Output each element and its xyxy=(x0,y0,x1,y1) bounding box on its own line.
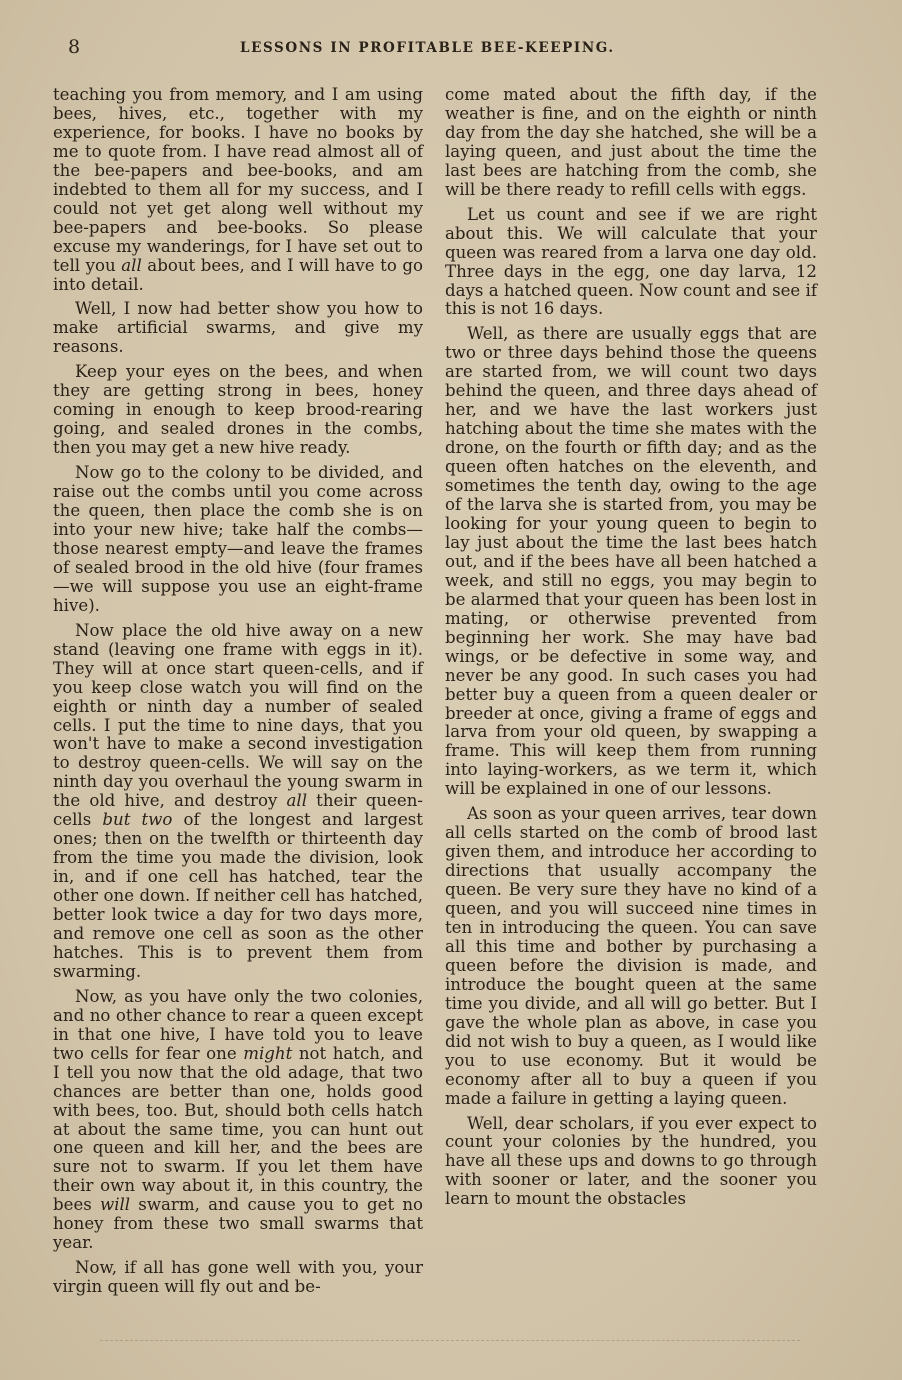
left-paragraph-5-emphasis-all: all xyxy=(286,791,308,811)
left-paragraph-5-c: of the longest and largest ones; then on the twelfth or thirteenth day from the time you made the division, look in, and if one cell has hatched, tear the other one down. If neither cell has hatched, better look twice a day for two days more, and remove one cell as soon as the other hatches. This is to prevent them from swarming. xyxy=(53,810,423,981)
left-column xyxy=(53,86,423,1326)
right-paragraph-1: come mated about the fifth day, if the weather is fine, and on the eighth or ninth day from the day she hatched, she will be a laying queen, and just about the time the last bees are hatching from the comb, she will be there ready to refill cells with eggs. xyxy=(445,85,817,199)
left-paragraph-4: Now go to the colony to be divided, and raise out the combs until you come across the queen, then place the comb she is on into your new hive; take half the combs—those nearest empty—and leave the frames of sealed brood in the old hive (four frames—we will suppose you use an eight-frame hive). xyxy=(53,463,423,615)
right-paragraph-3: Well, as there are usually eggs that are two or three days behind those the queens are started from, we will count two days behind the queen, and three days ahead of her, and we have the last workers just hatching about the time she mates with the drone, on the fourth or fifth day; and as the queen often hatches on the eleventh, and sometimes the tenth day, owing to the age of the larva she is started from, you may be looking for your young queen to begin to lay just about the time the last bees hatch out, and if the bees have all been hatched a week, and still no eggs, you may begin to be alarmed that your queen has been lost in mating, or otherwise prevented from beginning her work. She may have bad wings, or be defective in some way, and never be any good. In such cases you had better buy a queen from a queen dealer or breeder at once, giving a frame of eggs and larva from your old queen, by swapping a frame. This will keep them from running into laying-workers, as we term it, which will be explained in one of our lessons. xyxy=(445,324,817,799)
left-paragraph-2: Well, I now had better show you how to make artificial swarms, and give my reasons. xyxy=(53,299,423,357)
left-paragraph-6-a: Now, as you have only the two colonies, and no other chance to rear a queen except in that one hive, I have told you to leave two cells for fear one xyxy=(53,986,423,1063)
running-title: LESSONS IN PROFITABLE BEE-KEEPING. xyxy=(240,40,615,56)
left-paragraph-6-emphasis-might: might xyxy=(243,1043,293,1063)
page-number: 8 xyxy=(68,36,81,58)
left-paragraph-6 xyxy=(53,988,423,1253)
left-paragraph-6-c: swarm, and cause you to get no honey from these two small swarms that year. xyxy=(53,1195,423,1253)
left-paragraph-1-emphasis-all: all xyxy=(121,255,142,275)
left-paragraph-5-emphasis-but-two: but two xyxy=(102,810,173,830)
bottom-divider xyxy=(100,1340,800,1342)
left-paragraph-6-b: not hatch, and I tell you now that the old adage, that two chances are better than one, holds good with bees, too. But, should both cells hatch at about the same time, you can hunt out one queen and kill her, and the bees are sure not to swarm. If you let them have their own way about it, in this country, the bees xyxy=(53,1043,423,1215)
left-paragraph-5-b: their queen-cells xyxy=(53,791,423,830)
left-paragraph-7: Now, if all has gone well with you, your virgin queen will fly out and be- xyxy=(53,1258,423,1297)
left-paragraph-5-a: Now place the old hive away on a new stand (leaving one frame with eggs in it). They will at once start queen-cells, and if you keep close watch you will find on the eighth or ninth day a number of sealed cells. I put the time to nine days, that you won't have to make a second investigation to destroy queen-cells. We will say on the ninth day you overhaul the young swarm in the old hive, and destroy xyxy=(53,620,423,811)
right-paragraph-2: Let us count and see if we are right about this. We will calculate that your queen was reared from a larva one day old. Three days in the egg, one day larva, 12 days a hatched queen. Now count and see if this is not 16 days. xyxy=(445,204,817,319)
left-paragraph-3: Keep your eyes on the bees, and when they are getting strong in bees, honey coming in enough to keep brood-rearing going, and sealed drones in the combs, then you may get a new hive ready. xyxy=(53,362,423,458)
right-paragraph-5: Well, dear scholars, if you ever expect to count your colonies by the hundred, you have all these ups and downs to go through with sooner or later, and the sooner you learn to mount the obstacles xyxy=(445,1113,817,1209)
left-paragraph-5 xyxy=(53,622,423,982)
right-column xyxy=(445,86,817,1326)
left-paragraph-1 xyxy=(53,86,423,294)
left-paragraph-1-text: teaching you from memory, and I am using bees, hives, etc., together with my experience, for books. I have no books by me to quote from. I have read almost all of the bee-papers and bee-books, and am indebted to them all for my success, and I could not yet get along well without my bee-papers and bee-books. So please excuse my wanderings, for I have set out to tell you all about bees, and I will have to go into detail. xyxy=(53,85,423,294)
left-paragraph-6-emphasis-will: will xyxy=(99,1195,131,1215)
right-paragraph-4: As soon as your queen arrives, tear down all cells started on the comb of brood last given them, and introduce her according to directions that usually accompany the queen. Be very sure they have no kind of a queen, and you will succeed nine times in ten in introducing the queen. You can save all this time and bother by purchasing a queen before the division is made, and introduce the bought queen at the same time you divide, and all will go better. But I gave the whole plan as above, in case you did not wish to buy a queen, as I would like you to use economy. But it would be economy after all to buy a queen if you made a failure in getting a laying queen. xyxy=(445,804,817,1108)
